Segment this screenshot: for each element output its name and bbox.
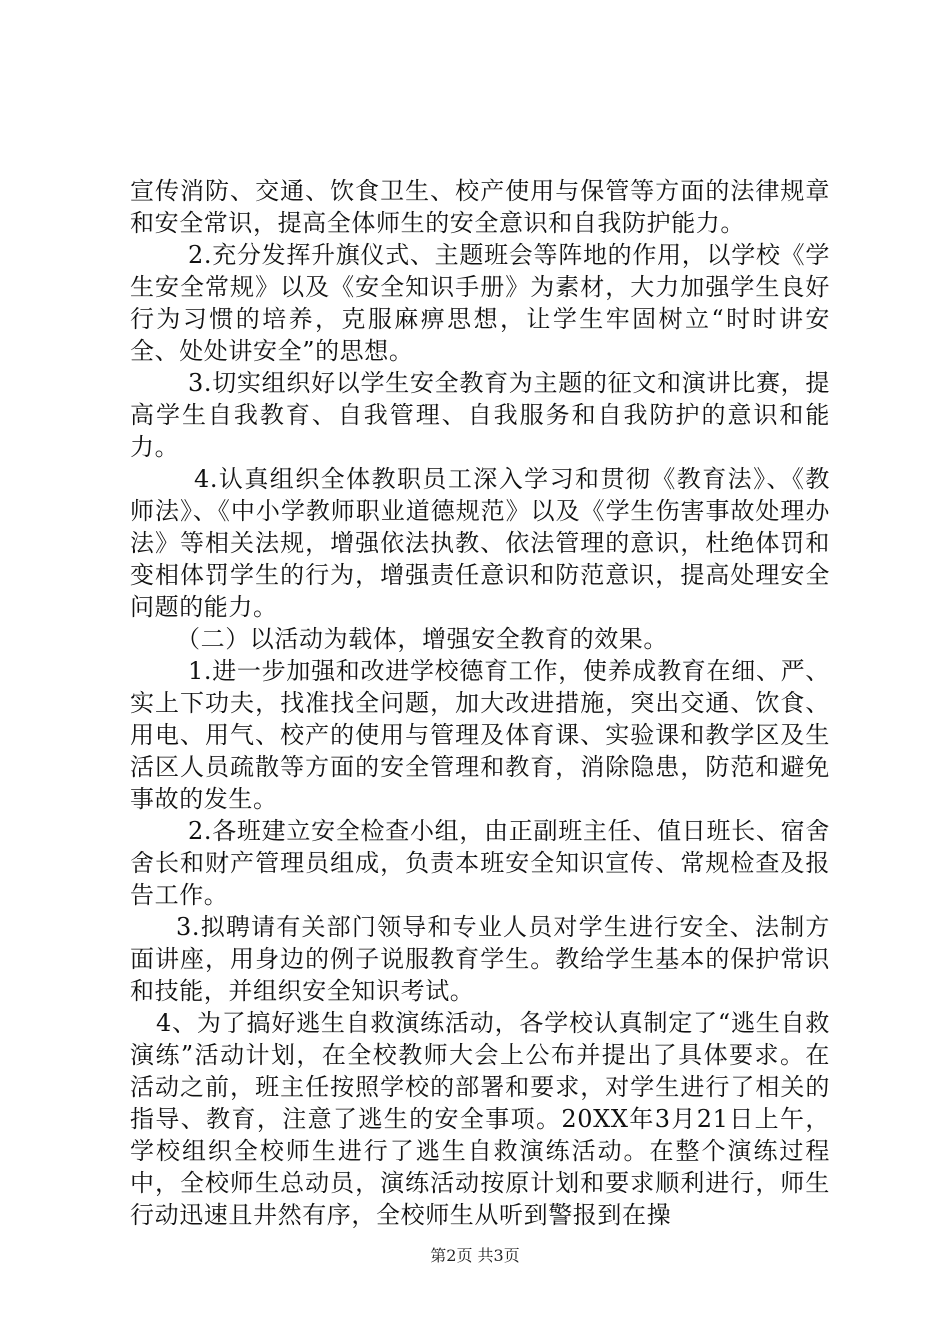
section-heading: （二）以活动为载体，增强安全教育的效果。 <box>176 625 668 653</box>
page-number-footer: 第2页 共3页 <box>430 1246 520 1265</box>
paragraph-4: 4.认真组织全体教职员工深入学习和贯彻《教育法》、《教师法》、《中小学教师职业道德规范》以及《学生伤害事故处理办法》等相关法规，增强依法执教、依法管理的意识，杜绝体罚和变相体罚学生的行为，增强责任意识和防范意识，提高处理安全问题的能力。 <box>130 465 830 621</box>
paragraph-8: 4、为了搞好逃生自救演练活动，各学校认真制定了“逃生自救演练”活动计划，在全校教师大会上公布并提出了具体要求。在活动之前，班主任按照学校的部署和要求，对学生进行了相关的指导、教育，注意了逃生的安全事项。20XX年3月21日上午，学校组织全校师生进行了逃生自救演练活动。在整个演练过程中，全校师生总动员，演练活动按原计划和要求顺利进行，师生行动迅速且井然有序，全校师生从听到警报到在操 <box>130 1009 830 1229</box>
paragraph-6: 2.各班建立安全检查小组，由正副班主任、值日班长、宿舍舍长和财产管理员组成，负责本班安全知识宣传、常规检查及报告工作。 <box>130 817 830 909</box>
document-body <box>130 175 830 1231</box>
paragraph-1: 宣传消防、交通、饮食卫生、校产使用与保管等方面的法律规章和安全常识，提高全体师生的安全意识和自我防护能力。 <box>130 177 830 237</box>
paragraph-3: 3.切实组织好以学生安全教育为主题的征文和演讲比赛，提高学生自我教育、自我管理、自我服务和自我防护的意识和能力。 <box>130 369 830 461</box>
paragraph-5: 1.进一步加强和改进学校德育工作，使养成教育在细、严、实上下功夫，找准找全问题，加大改进措施，突出交通、饮食、用电、用气、校产的使用与管理及体育课、实验课和教学区及生活区人员疏散等方面的安全管理和教育，消除隐患，防范和避免事故的发生。 <box>130 657 830 813</box>
paragraph-7: 3.拟聘请有关部门领导和专业人员对学生进行安全、法制方面讲座，用身边的例子说服教育学生。教给学生基本的保护常识和技能，并组织安全知识考试。 <box>130 913 830 1005</box>
paragraph-2: 2.充分发挥升旗仪式、主题班会等阵地的作用，以学校《学生安全常规》以及《安全知识手册》为素材，大力加强学生良好行为习惯的培养，克服麻痹思想，让学生牢固树立“时时讲安全、处处讲安全”的思想。 <box>130 241 830 365</box>
